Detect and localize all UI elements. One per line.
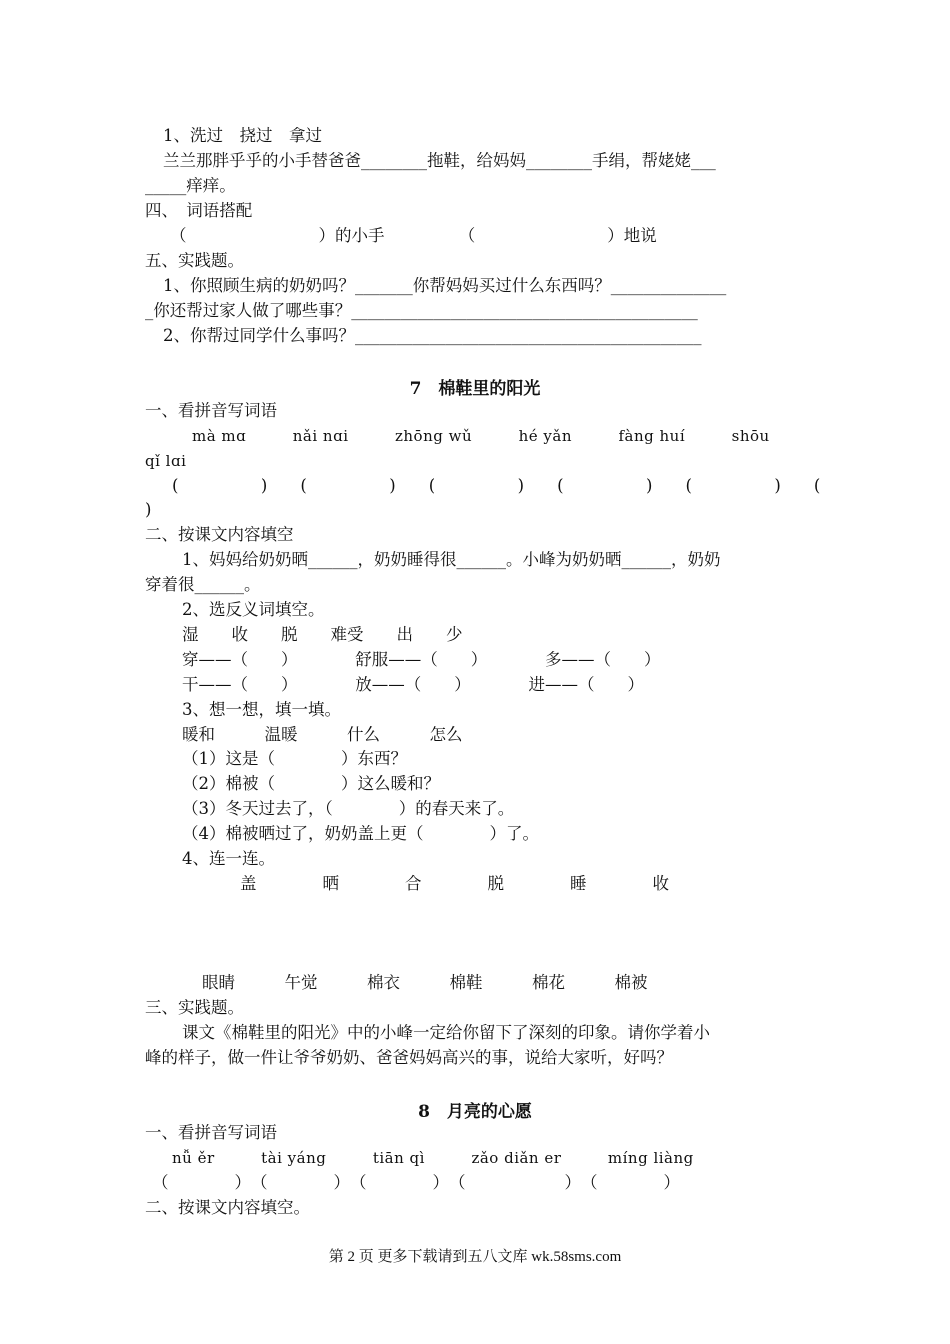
s7-q1-cont: 穿着很______。 xyxy=(145,575,261,594)
s7-q2-row2: 干——（ ） 放——（ ） 进——（ ） xyxy=(182,675,644,694)
s7-part2-heading: 二、按课文内容填空 xyxy=(145,525,294,544)
s6-part5-heading: 五、实践题。 xyxy=(145,251,244,270)
s7-brackets-row-cont: ) xyxy=(145,500,152,519)
s8-part1-heading: 一、看拼音写词语 xyxy=(145,1123,277,1142)
s6-q1-sentence-cont: _____痒痒。 xyxy=(145,176,236,195)
s7-q3-s2: （2）棉被（ ）这么暖和？ xyxy=(182,774,440,793)
s7-pinyin-row: mà mɑ nǎi nɑi zhōng wǔ hé yǎn fàng huí shōu xyxy=(192,427,770,445)
s6-part5-q1: 1、你照顾生病的奶奶吗？_______你帮妈妈买过什么东西吗？______________ xyxy=(163,276,727,295)
s7-q3-words: 暖和 温暖 什么 怎么 xyxy=(182,725,463,744)
s6-part5-q2: 2、你帮过同学什么事吗？__________________________________________ xyxy=(163,326,702,345)
s6-part4-line: （ ）的小手 （ ）地说 xyxy=(170,226,657,245)
s7-part3-text: 课文《棉鞋里的阳光》中的小峰一定给你留下了深刻的印象。请你学着小 xyxy=(182,1023,710,1042)
s7-q3-s3: （3）冬天过去了，（ ）的春天来了。 xyxy=(182,799,515,818)
s6-q1-sentence: 兰兰那胖乎乎的小手替爸爸________拖鞋，给妈妈________手绢，帮姥姥___ xyxy=(163,151,716,170)
s8-part2-heading: 二、按课文内容填空。 xyxy=(145,1198,310,1217)
s7-q4-bottom-words: 眼睛 午觉 棉衣 棉鞋 棉花 棉被 xyxy=(202,973,648,992)
s8-brackets-row: （ ） （ ） （ ） （ ） （ ） xyxy=(152,1173,680,1192)
s7-q3-s1: （1）这是（ ）东西？ xyxy=(182,749,407,768)
s7-q4-top-words: 盖 晒 合 脱 睡 收 xyxy=(240,874,669,893)
s7-part3-text-cont: 峰的样子，做一件让爷爷奶奶、爸爸妈妈高兴的事，说给大家听，好吗？ xyxy=(145,1048,673,1067)
s8-pinyin-row: nǚ ěr tài yáng tiān qì zǎo diǎn er míng liàng xyxy=(172,1149,694,1167)
s7-q2-words: 湿 收 脱 难受 出 少 xyxy=(182,625,463,644)
s8-title: 8 月亮的心愿 xyxy=(418,1102,532,1122)
s7-pinyin-row-cont: qǐ lɑi xyxy=(145,452,187,470)
s6-part4-heading: 四、 词语搭配 xyxy=(145,201,253,220)
s6-part5-q1-cont: _你还帮过家人做了哪些事？__________________________________________ xyxy=(145,301,698,320)
s7-part1-heading: 一、看拼音写词语 xyxy=(145,401,277,420)
s7-q2-row1: 穿——（ ） 舒服——（ ） 多——（ ） xyxy=(182,650,661,669)
s7-q1: 1、妈妈给奶奶晒______，奶奶睡得很______。小峰为奶奶晒______，奶奶 xyxy=(182,550,721,569)
s7-title: 7 棉鞋里的阳光 xyxy=(409,379,541,399)
s7-q4-heading: 4、连一连。 xyxy=(182,849,275,868)
page-footer: 第 2 页 更多下载请到五八文库 wk.58sms.com xyxy=(328,1249,622,1265)
s7-q3-s4: （4）棉被晒过了，奶奶盖上更（ ）了。 xyxy=(182,824,539,843)
s7-part3-heading: 三、实践题。 xyxy=(145,998,244,1017)
s7-q2-heading: 2、选反义词填空。 xyxy=(182,600,325,619)
s7-brackets-row: ( ) ( ) ( ) ( ) ( ) ( xyxy=(172,476,821,495)
s6-q1-options: 1、洗过 挠过 拿过 xyxy=(163,126,322,145)
s7-q3-heading: 3、想一想，填一填。 xyxy=(182,700,341,719)
